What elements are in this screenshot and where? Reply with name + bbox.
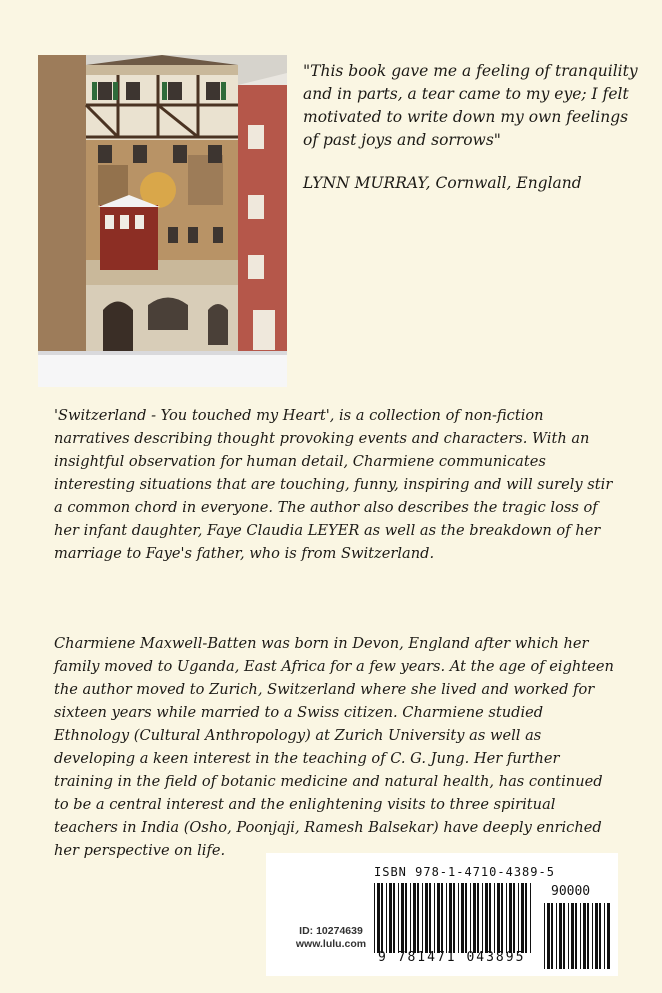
barcode-bar xyxy=(599,903,601,969)
book-description: 'Switzerland - You touched my Heart', is a collection of non-fiction narratives describing thought provoking events and characters. With an insightful observation for human detail, Charmiene communicates interesting situations that are touching, funny, inspiring and will surely stir a common chord in everyone. The author also describes the tragic loss of her infant daughter, Faye Claudia LEYER as well as the breakdown of her marriage to Faye's father, who is from Switzerland. xyxy=(54,407,613,562)
barcode-bar xyxy=(398,883,399,953)
barcode-bar xyxy=(497,883,500,953)
author-biography: Charmiene Maxwell-Batten was born in Devon, England after which her family moved to Uganda, East Africa for a few years. At the age of eighteen the author moved to Zurich, Switzerland where she lived and worked for sixteen years while married to a Swiss citizen. Charmiene studied Ethnology (Cultural Anthropology) at Zurich University as well as developing a keen interest in the teaching of C. G. Jung. Her further training in the field of botanic medicine and natural health, has continued to be a central interest and the enlightening visits to three spiritual teachers in India (Osho, Poonjaji, Ramesh Balsekar) have deeply enriched her perspective on life. xyxy=(54,635,614,859)
barcode-bar xyxy=(386,883,387,953)
barcode-bar xyxy=(461,883,464,953)
barcode-bar xyxy=(458,883,459,953)
ean-digits: 9 781471 043895 xyxy=(378,950,526,965)
barcode-bar xyxy=(429,883,431,953)
barcode-bar xyxy=(525,883,527,953)
barcode-bar xyxy=(592,903,593,969)
barcode-bar xyxy=(544,903,545,969)
barcode-bar xyxy=(401,883,404,953)
addon-barcode xyxy=(544,903,610,969)
barcode-bar xyxy=(501,883,503,953)
barcode-bar xyxy=(489,883,491,953)
barcode-bar xyxy=(530,883,531,953)
barcode-bar xyxy=(381,883,383,953)
barcode-bar xyxy=(506,883,507,953)
barcode-bar xyxy=(449,883,452,953)
barcode-bar xyxy=(580,903,581,969)
isbn-label: ISBN 978-1-4710-4389-5 xyxy=(374,865,555,879)
lulu-website: www.lulu.com xyxy=(295,938,367,950)
barcode-bar xyxy=(604,903,605,969)
barcode-bar xyxy=(473,883,476,953)
quote-attribution: LYNN MURRAY, Cornwall, England xyxy=(303,174,582,192)
barcode-bar xyxy=(477,883,479,953)
barcode-bar xyxy=(556,903,557,969)
barcode-bar xyxy=(551,903,553,969)
quote-text: "This book gave me a feeling of tranquility and in parts, a tear came to my eye; I felt motivated to write down my own feelings of past joys and sorrows" xyxy=(303,62,638,149)
barcode-bar xyxy=(410,883,411,953)
review-quote xyxy=(303,60,643,195)
barcode-bar xyxy=(571,903,574,969)
isbn-barcode-panel xyxy=(266,853,618,976)
barcode-bar xyxy=(422,883,423,953)
barcode-bar xyxy=(575,903,577,969)
barcode-bar xyxy=(405,883,407,953)
barcode-bar xyxy=(521,883,524,953)
barcode-bar xyxy=(518,883,519,953)
barcode-bar xyxy=(425,883,428,953)
barcode-bar xyxy=(434,883,435,953)
barcode-bar xyxy=(482,883,483,953)
barcode-bar xyxy=(446,883,447,953)
barcode-bar xyxy=(470,883,471,953)
barcode-bar xyxy=(393,883,395,953)
barcode-bar xyxy=(583,903,586,969)
barcode-bar xyxy=(485,883,488,953)
barcode-bar xyxy=(509,883,512,953)
addon-digits: 90000 xyxy=(551,884,591,899)
barcode-bar xyxy=(465,883,467,953)
barcode-bar xyxy=(513,883,515,953)
barcode-bar xyxy=(413,883,416,953)
barcode-bar xyxy=(441,883,443,953)
barcode-bar xyxy=(437,883,440,953)
barcode-bar xyxy=(374,883,375,953)
barcode-bar xyxy=(389,883,392,953)
barcode-bar xyxy=(417,883,419,953)
cover-photo-painted-houses xyxy=(38,55,287,387)
lulu-id-label: ID: 10274639 xyxy=(299,925,363,937)
barcode-bar xyxy=(568,903,569,969)
barcode-bar xyxy=(494,883,495,953)
ean-barcode xyxy=(374,883,534,953)
barcode-bar xyxy=(607,903,610,969)
barcode-bar xyxy=(563,903,565,969)
barcode-bar xyxy=(453,883,455,953)
barcode-bar xyxy=(547,903,550,969)
barcode-bar xyxy=(377,883,380,953)
barcode-bar xyxy=(595,903,598,969)
barcode-bar xyxy=(587,903,589,969)
barcode-bar xyxy=(559,903,562,969)
